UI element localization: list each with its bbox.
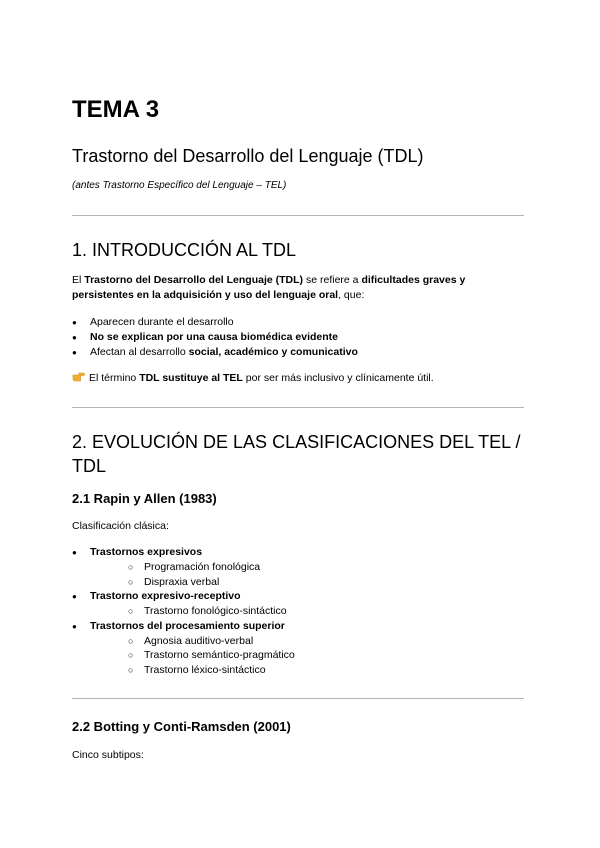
- list-item: ● Afectan al desarrollo social, académico y comunicativo: [90, 345, 358, 360]
- divider: [72, 407, 524, 408]
- subsection-2-2-heading: 2.2 Botting y Conti-Ramsden (2001): [72, 719, 291, 734]
- pointing-hand-icon: [72, 371, 85, 382]
- divider: [72, 698, 524, 699]
- section-1-intro: El Trastorno del Desarrollo del Lenguaje (TDL) se refiere a dificultades graves y persistentes en la adquisición y uso del lenguaje oral, que:: [72, 274, 466, 301]
- list-item: ● No se explican por una causa biomédica evidente: [90, 330, 338, 345]
- section-1-note: El término TDL sustituye al TEL por ser más inclusivo y clínicamente útil.: [72, 371, 512, 386]
- list-item: ● Trastorno expresivo-receptivo: [90, 589, 241, 604]
- section-2-heading: 2. EVOLUCIÓN DE LAS CLASIFICACIONES DEL TEL / TDL: [72, 432, 521, 476]
- list-item: ● Trastornos del procesamiento superior: [90, 619, 285, 634]
- sub-list-item: ○ Trastorno semántico-pragmático: [144, 648, 295, 663]
- list-item: ● Trastornos expresivos: [90, 545, 202, 560]
- subsection-2-2-intro: Cinco subtipos:: [72, 749, 144, 761]
- doc-note: (antes Trastorno Específico del Lenguaje – TEL): [72, 180, 287, 191]
- list-item: ● Aparecen durante el desarrollo: [90, 315, 234, 330]
- sub-list-item: ○ Trastorno léxico-sintáctico: [144, 663, 266, 678]
- subsection-2-1-intro: Clasificación clásica:: [72, 520, 169, 532]
- sub-list-item: ○ Agnosia auditivo-verbal: [144, 634, 253, 649]
- section-1-heading: 1. INTRODUCCIÓN AL TDL: [72, 240, 297, 260]
- sub-list-item: ○ Trastorno fonológico-sintáctico: [144, 604, 287, 619]
- subsection-2-1-heading: 2.1 Rapin y Allen (1983): [72, 491, 217, 506]
- divider: [72, 215, 524, 216]
- doc-title: TEMA 3: [72, 96, 160, 123]
- sub-list-item: ○ Dispraxia verbal: [144, 575, 219, 590]
- sub-list-item: ○ Programación fonológica: [144, 560, 260, 575]
- doc-subtitle: Trastorno del Desarrollo del Lenguaje (TDL): [72, 146, 424, 166]
